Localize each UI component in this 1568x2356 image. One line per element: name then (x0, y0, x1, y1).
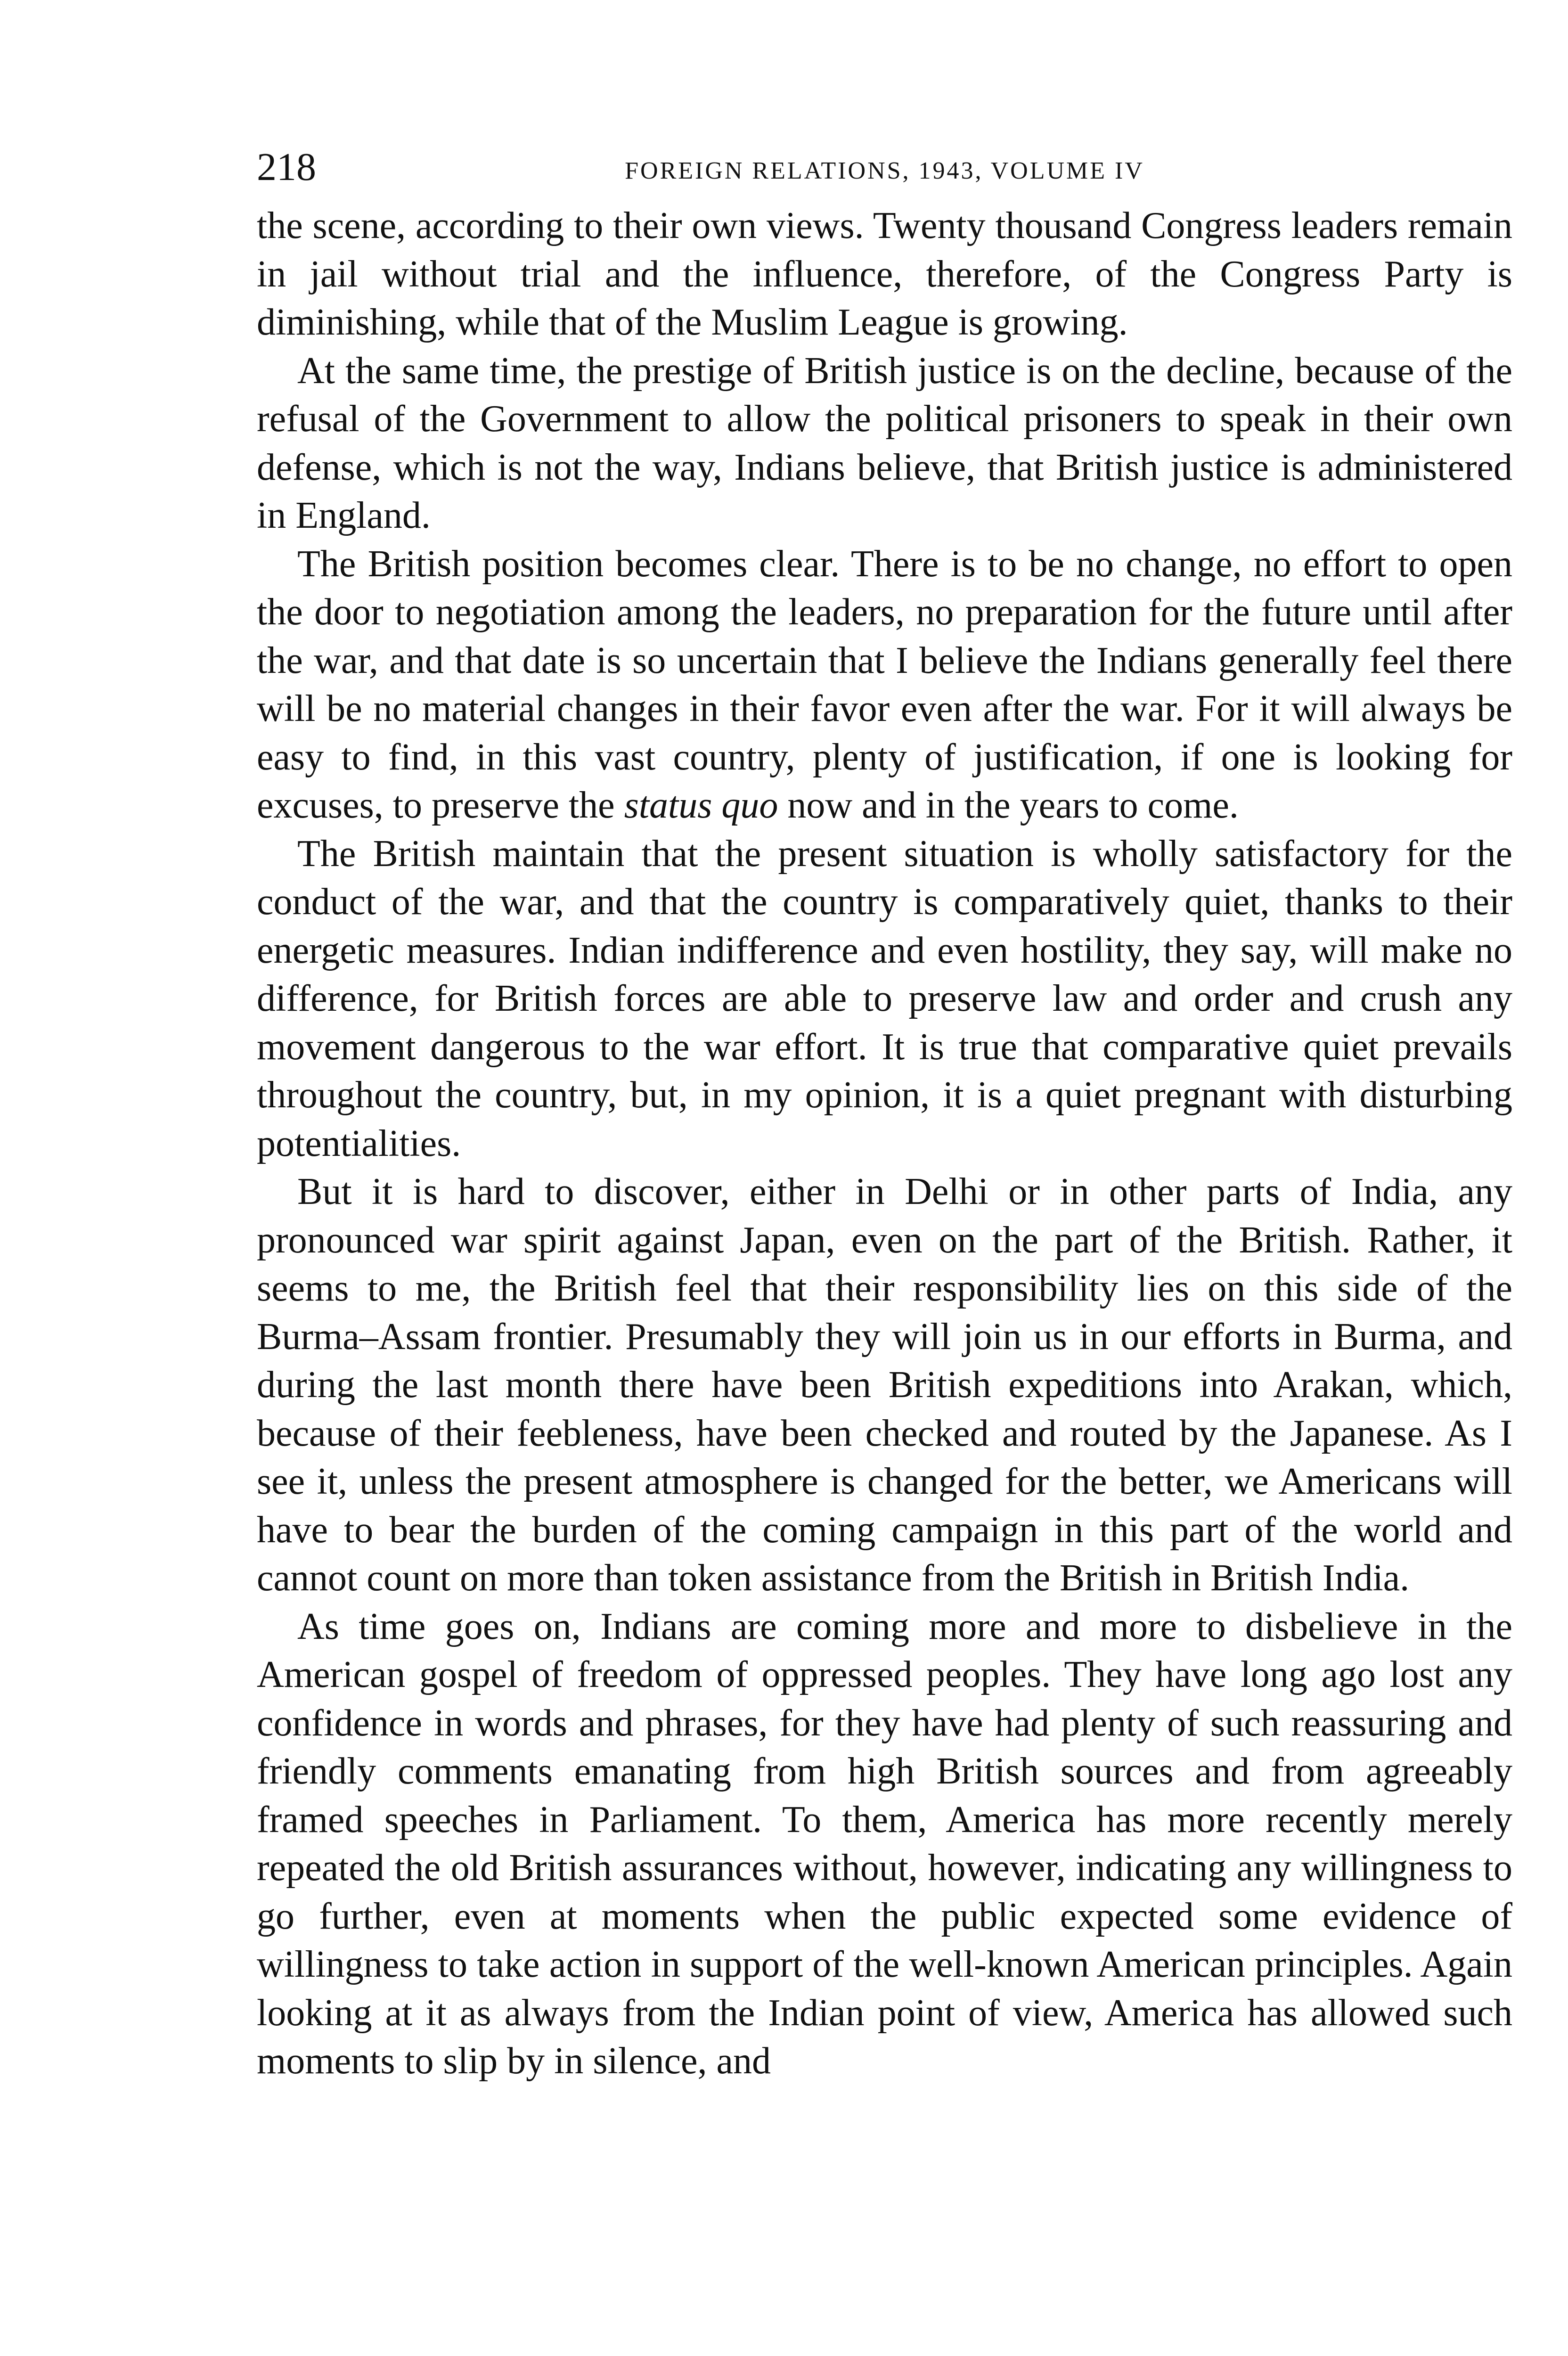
paragraph-3-text-after: now and in the years to come. (778, 785, 1239, 826)
paragraph-2: At the same time, the prestige of British justice is on the decline, because of the refusal of the Government to allow the political prisoners to speak in their own defense, which is not the way, Indians believe, that British justice is administered in England. (257, 350, 1512, 536)
document-page (257, 141, 1512, 2086)
paragraph-1: the scene, according to their own views. Twenty thousand Congress leaders remain in jail without trial and the influence, therefore, of the Congress Party is diminishing, while that of the Muslim League is growing. (257, 205, 1512, 343)
running-head (257, 141, 1512, 193)
paragraph-5: But it is hard to discover, either in Delhi or in other parts of India, any pronounced war spirit against Japan, even on the part of the British. Rather, it seems to me, the British feel that their responsibility lies on this side of the Burma–Assam frontier. Presumably they will join us in our efforts in Burma, and during the last month there have been British expeditions into Arakan, which, because of their feebleness, have been checked and routed by the Japanese. As I see it, unless the present atmosphere is changed for the better, we Americans will have to bear the burden of the coming campaign in this part of the world and cannot count on more than token assistance from the British in British India. (257, 1171, 1512, 1599)
page-number: 218 (257, 145, 316, 189)
italic-term-status-quo: status quo (624, 785, 778, 826)
paragraph-3-text-before: The British position becomes clear. There is to be no change, no effort to open the door to negotiation among the leaders, no preparation for the future until after the war, and that date is so uncertain that I believe the Indians generally feel there will be no material changes in their favor even after the war. For it will always be easy to find, in this vast country, plenty of justification, if one is looking for excuses, to preserve the (257, 543, 1512, 826)
paragraph-4: The British maintain that the present situation is wholly satisfactory for the conduct of the war, and that the country is comparatively quiet, thanks to their energetic measures. Indian indifference and even hostility, they say, will make no difference, for British forces are able to preserve law and order and crush any movement dangerous to the war effort. It is true that comparative quiet prevails throughout the country, but, in my opinion, it is a quiet pregnant with disturbing potentialities. (257, 833, 1512, 1164)
paragraph-6: As time goes on, Indians are coming more and more to disbelieve in the American gospel of freedom of oppressed peoples. They have long ago lost any confidence in words and phrases, for they have had plenty of such reassuring and friendly comments emanating from high British sources and from agreeably framed speeches in Parliament. To them, America has more recently merely repeated the old British assurances without, however, indicating any willingness to go further, even at moments when the public expected some evidence of willingness to take action in support of the well-known American principles. Again looking at it as always from the Indian point of view, America has allowed such moments to slip by in silence, and (257, 1605, 1512, 2082)
running-head-title: FOREIGN RELATIONS, 1943, VOLUME IV (625, 157, 1144, 184)
body-text (257, 202, 1512, 2086)
paragraph-3 (257, 540, 1512, 830)
